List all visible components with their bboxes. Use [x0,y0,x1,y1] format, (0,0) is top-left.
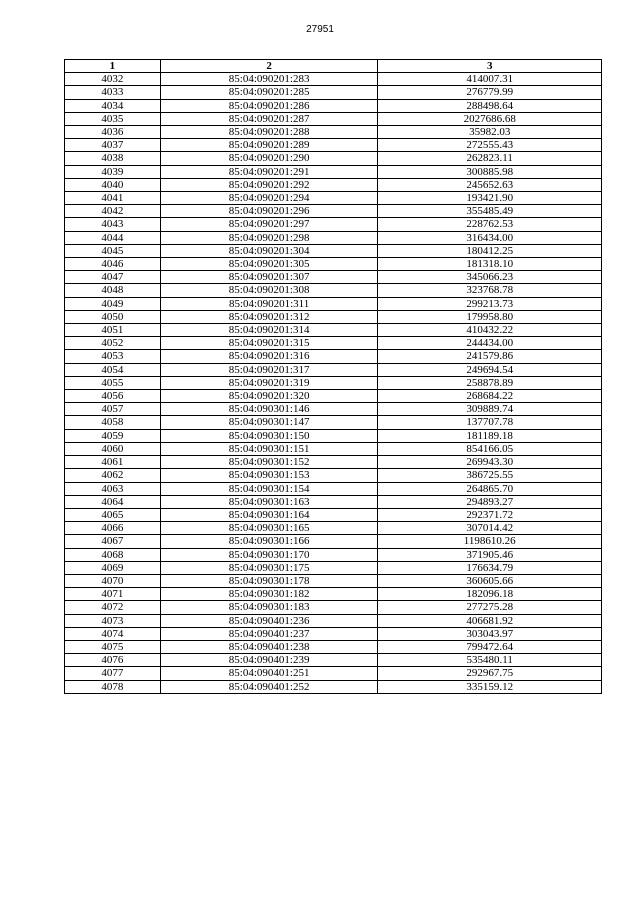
row-number-cell: 4053 [65,350,161,363]
table-row [65,403,602,416]
value-cell: 303043.97 [378,627,602,640]
cadastral-number-cell: 85:04:090401:237 [160,627,378,640]
table-row [65,205,602,218]
cadastral-number-cell: 85:04:090401:239 [160,654,378,667]
cadastral-number-cell: 85:04:090201:296 [160,205,378,218]
cadastral-number-cell: 85:04:090301:153 [160,469,378,482]
table-row [65,152,602,165]
value-cell: 854166.05 [378,442,602,455]
table-row [65,442,602,455]
cadastral-number-cell: 85:04:090401:236 [160,614,378,627]
row-number-cell: 4069 [65,561,161,574]
row-number-cell: 4048 [65,284,161,297]
row-number-cell: 4067 [65,535,161,548]
value-cell: 277275.28 [378,601,602,614]
row-number-cell: 4043 [65,218,161,231]
row-number-cell: 4042 [65,205,161,218]
row-number-cell: 4036 [65,126,161,139]
value-cell: 360605.66 [378,574,602,587]
value-cell: 35982.03 [378,126,602,139]
cadastral-number-cell: 85:04:090201:288 [160,126,378,139]
table-row [65,271,602,284]
value-cell: 262823.11 [378,152,602,165]
value-cell: 269943.30 [378,456,602,469]
table-row [65,601,602,614]
cadastral-number-cell: 85:04:090301:170 [160,548,378,561]
value-cell: 137707.78 [378,416,602,429]
row-number-cell: 4071 [65,588,161,601]
cadastral-number-cell: 85:04:090201:319 [160,376,378,389]
table-row [65,654,602,667]
value-cell: 272555.43 [378,139,602,152]
row-number-cell: 4039 [65,165,161,178]
table-row [65,297,602,310]
row-number-cell: 4051 [65,324,161,337]
cadastral-number-cell: 85:04:090201:286 [160,99,378,112]
row-number-cell: 4046 [65,258,161,271]
row-number-cell: 4045 [65,244,161,257]
value-cell: 335159.12 [378,680,602,693]
row-number-cell: 4050 [65,310,161,323]
cadastral-number-cell: 85:04:090301:183 [160,601,378,614]
row-number-cell: 4038 [65,152,161,165]
row-number-cell: 4059 [65,429,161,442]
table-row [65,363,602,376]
table-row [65,627,602,640]
cadastral-number-cell: 85:04:090201:317 [160,363,378,376]
table-row [65,522,602,535]
value-cell: 245652.63 [378,178,602,191]
value-cell: 288498.64 [378,99,602,112]
column-header-2: 2 [160,60,378,73]
table-row [65,574,602,587]
value-cell: 300885.98 [378,165,602,178]
cadastral-number-cell: 85:04:090201:312 [160,310,378,323]
value-cell: 299213.73 [378,297,602,310]
cadastral-number-cell: 85:04:090201:304 [160,244,378,257]
cadastral-number-cell: 85:04:090201:294 [160,192,378,205]
row-number-cell: 4066 [65,522,161,535]
cadastral-number-cell: 85:04:090201:283 [160,73,378,86]
row-number-cell: 4061 [65,456,161,469]
cadastral-number-cell: 85:04:090201:314 [160,324,378,337]
table-row [65,561,602,574]
table-row [65,376,602,389]
cadastral-number-cell: 85:04:090201:297 [160,218,378,231]
cadastral-number-cell: 85:04:090301:150 [160,429,378,442]
cadastral-number-cell: 85:04:090301:147 [160,416,378,429]
table-row [65,390,602,403]
table-row [65,680,602,693]
cadastral-number-cell: 85:04:090201:291 [160,165,378,178]
row-number-cell: 4065 [65,508,161,521]
row-number-cell: 4068 [65,548,161,561]
table-row [65,86,602,99]
value-cell: 193421.90 [378,192,602,205]
value-cell: 249694.54 [378,363,602,376]
cadastral-number-cell: 85:04:090301:163 [160,495,378,508]
row-number-cell: 4073 [65,614,161,627]
table-row [65,495,602,508]
table-row [65,482,602,495]
cadastral-number-cell: 85:04:090301:151 [160,442,378,455]
row-number-cell: 4064 [65,495,161,508]
table-header-row [65,60,602,73]
table-row [65,614,602,627]
table-row [65,350,602,363]
value-cell: 371905.46 [378,548,602,561]
cadastral-number-cell: 85:04:090401:252 [160,680,378,693]
table-row [65,469,602,482]
cadastral-number-cell: 85:04:090201:307 [160,271,378,284]
cadastral-number-cell: 85:04:090401:238 [160,640,378,653]
cadastral-number-cell: 85:04:090201:315 [160,337,378,350]
cadastral-number-cell: 85:04:090301:146 [160,403,378,416]
value-cell: 241579.86 [378,350,602,363]
table-row [65,99,602,112]
table-body [65,73,602,694]
value-cell: 268684.22 [378,390,602,403]
value-cell: 410432.22 [378,324,602,337]
table-row [65,456,602,469]
row-number-cell: 4075 [65,640,161,653]
value-cell: 355485.49 [378,205,602,218]
row-number-cell: 4062 [65,469,161,482]
table-row [65,416,602,429]
cadastral-number-cell: 85:04:090301:152 [160,456,378,469]
row-number-cell: 4047 [65,271,161,284]
value-cell: 414007.31 [378,73,602,86]
row-number-cell: 4037 [65,139,161,152]
cadastral-number-cell: 85:04:090201:292 [160,178,378,191]
table-row [65,508,602,521]
table-row [65,139,602,152]
row-number-cell: 4044 [65,231,161,244]
row-number-cell: 4058 [65,416,161,429]
value-cell: 228762.53 [378,218,602,231]
table-row [65,244,602,257]
table-row [65,165,602,178]
cadastral-number-cell: 85:04:090401:251 [160,667,378,680]
table-row [65,588,602,601]
value-cell: 176634.79 [378,561,602,574]
row-number-cell: 4057 [65,403,161,416]
row-number-cell: 4034 [65,99,161,112]
row-number-cell: 4056 [65,390,161,403]
table-row [65,192,602,205]
cadastral-number-cell: 85:04:090201:289 [160,139,378,152]
value-cell: 179958.80 [378,310,602,323]
row-number-cell: 4063 [65,482,161,495]
table-row [65,337,602,350]
table-row [65,284,602,297]
row-number-cell: 4072 [65,601,161,614]
table-row [65,231,602,244]
column-header-3: 3 [378,60,602,73]
value-cell: 323768.78 [378,284,602,297]
row-number-cell: 4049 [65,297,161,310]
table-row [65,548,602,561]
value-cell: 2027686.68 [378,112,602,125]
value-cell: 1198610.26 [378,535,602,548]
cadastral-number-cell: 85:04:090201:290 [160,152,378,165]
row-number-cell: 4054 [65,363,161,376]
value-cell: 244434.00 [378,337,602,350]
cadastral-number-cell: 85:04:090301:154 [160,482,378,495]
row-number-cell: 4074 [65,627,161,640]
table-row [65,667,602,680]
value-cell: 276779.99 [378,86,602,99]
cadastral-number-cell: 85:04:090301:164 [160,508,378,521]
value-cell: 307014.42 [378,522,602,535]
table-row [65,112,602,125]
page-number: 27951 [306,24,334,35]
row-number-cell: 4060 [65,442,161,455]
value-cell: 292967.75 [378,667,602,680]
table-row [65,640,602,653]
value-cell: 180412.25 [378,244,602,257]
value-cell: 181318.10 [378,258,602,271]
row-number-cell: 4052 [65,337,161,350]
value-cell: 386725.55 [378,469,602,482]
table-row [65,258,602,271]
column-header-1: 1 [65,60,161,73]
value-cell: 292371.72 [378,508,602,521]
row-number-cell: 4070 [65,574,161,587]
cadastral-number-cell: 85:04:090301:165 [160,522,378,535]
value-cell: 258878.89 [378,376,602,389]
value-cell: 406681.92 [378,614,602,627]
table-row [65,429,602,442]
cadastral-number-cell: 85:04:090201:287 [160,112,378,125]
row-number-cell: 4076 [65,654,161,667]
row-number-cell: 4040 [65,178,161,191]
table-row [65,535,602,548]
cadastral-number-cell: 85:04:090201:311 [160,297,378,310]
value-cell: 181189.18 [378,429,602,442]
value-cell: 264865.70 [378,482,602,495]
table-row [65,73,602,86]
data-table [64,59,602,694]
row-number-cell: 4077 [65,667,161,680]
cadastral-number-cell: 85:04:090201:305 [160,258,378,271]
table-row [65,310,602,323]
value-cell: 316434.00 [378,231,602,244]
row-number-cell: 4078 [65,680,161,693]
value-cell: 309889.74 [378,403,602,416]
cadastral-number-cell: 85:04:090301:178 [160,574,378,587]
value-cell: 799472.64 [378,640,602,653]
row-number-cell: 4035 [65,112,161,125]
row-number-cell: 4055 [65,376,161,389]
table-row [65,324,602,337]
value-cell: 535480.11 [378,654,602,667]
cadastral-number-cell: 85:04:090201:298 [160,231,378,244]
cadastral-number-cell: 85:04:090301:182 [160,588,378,601]
cadastral-number-cell: 85:04:090201:316 [160,350,378,363]
row-number-cell: 4032 [65,73,161,86]
value-cell: 294893.27 [378,495,602,508]
cadastral-number-cell: 85:04:090201:308 [160,284,378,297]
value-cell: 182096.18 [378,588,602,601]
row-number-cell: 4033 [65,86,161,99]
cadastral-number-cell: 85:04:090301:175 [160,561,378,574]
cadastral-number-cell: 85:04:090201:320 [160,390,378,403]
row-number-cell: 4041 [65,192,161,205]
table-row [65,218,602,231]
cadastral-number-cell: 85:04:090301:166 [160,535,378,548]
table-row [65,126,602,139]
table-row [65,178,602,191]
cadastral-number-cell: 85:04:090201:285 [160,86,378,99]
value-cell: 345066.23 [378,271,602,284]
